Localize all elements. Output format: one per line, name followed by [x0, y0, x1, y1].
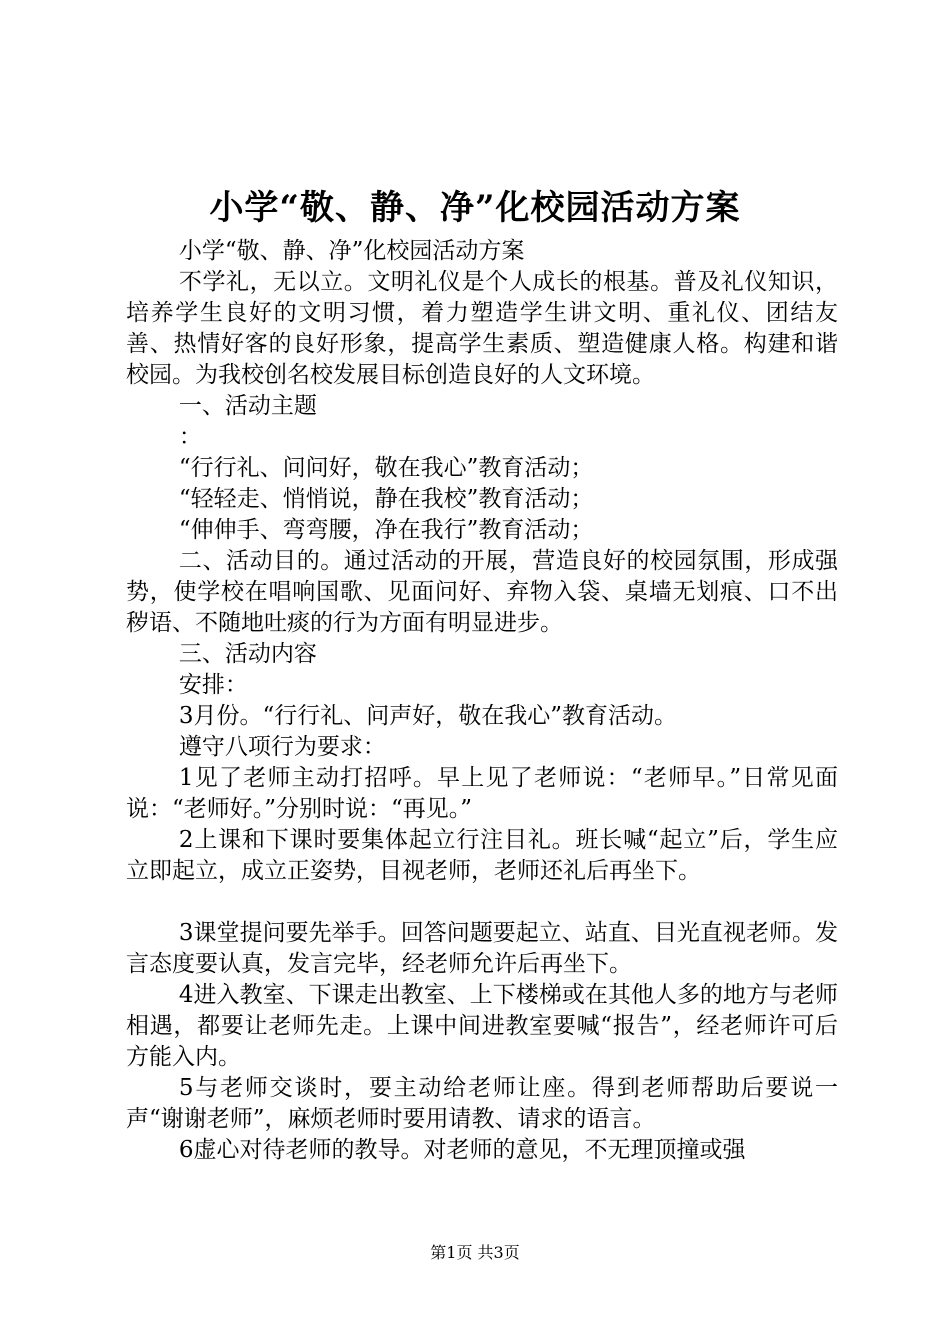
paragraph: 2上课和下课时要集体起立行注目礼。班长喊“起立”后，学生应立即起立，成立正姿势，目视老师，老师还礼后再坐下。 [126, 827, 838, 884]
paragraph: “行行礼、问问好，敬在我心”教育活动； [178, 455, 594, 481]
paragraph: 二、活动目的。通过活动的开展，营造良好的校园氛围，形成强势，使学校在唱响国歌、见面问好、弃物入袋、桌墙无划痕、口不出秽语、不随地吐痰的行为方面有明显进步。 [126, 548, 838, 636]
paragraph: 4进入教室、下课走出教室、上下楼梯或在其他人多的地方与老师相遇，都要让老师先走。上课中间进教室要喊“报告”，经老师许可后方能入内。 [126, 982, 838, 1070]
paragraph: 5与老师交谈时，要主动给老师让座。得到老师帮助后要说一声“谢谢老师”，麻烦老师时要用请教、请求的语言。 [126, 1075, 838, 1132]
blank-line [126, 887, 838, 918]
paragraph: 3课堂提问要先举手。回答问题要起立、站直、目光直视老师。发言态度要认真，发言完毕，经老师允许后再坐下。 [126, 920, 838, 977]
document-title: 小学“敬、静、净”化校园活动方案 [209, 188, 741, 228]
page-footer: 第1页 共3页 [430, 1243, 520, 1262]
paragraph: “轻轻走、悄悄说，静在我校”教育活动； [178, 486, 594, 512]
paragraph: 6虚心对待老师的教导。对老师的意见，不无理顶撞或强 [178, 1137, 746, 1163]
document-body [126, 236, 838, 1166]
paragraph: 1见了老师主动打招呼。早上见了老师说：“老师早。”日常见面说：“老师好。”分别时说：“再见。” [126, 765, 838, 822]
paragraph: “伸伸手、弯弯腰，净在我行”教育活动； [178, 517, 594, 543]
paragraph: 三、活动内容 [178, 641, 317, 667]
paragraph: 安排： [178, 672, 248, 698]
paragraph: 小学“敬、静、净”化校园活动方案 [178, 238, 525, 264]
paragraph: 3月份。“行行礼、问声好，敬在我心”教育活动。 [178, 703, 678, 729]
paragraph: 不学礼，无以立。文明礼仪是个人成长的根基。普及礼仪知识，培养学生良好的文明习惯，着力塑造学生讲文明、重礼仪、团结友善、热情好客的良好形象，提高学生素质、塑造健康人格。构建和谐校园。为我校创名校发展目标创造良好的人文环境。 [126, 269, 838, 388]
paragraph: 一、活动主题 [178, 393, 317, 419]
paragraph: ： [178, 424, 202, 450]
paragraph: 遵守八项行为要求： [178, 734, 386, 760]
